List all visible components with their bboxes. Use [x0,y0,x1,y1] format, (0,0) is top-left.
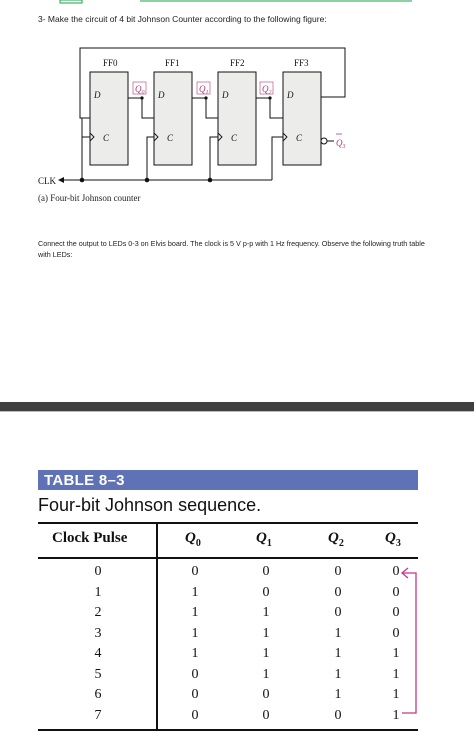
q1-cell: 1 [262,666,270,682]
q3-bar-label: $Q_3$ [336,138,346,150]
q2-label: $Q_2$ [262,84,272,96]
q2-cell: 1 [334,687,342,702]
page-separator [0,402,474,411]
q1-cell: 0 [262,687,270,702]
ff2-label: FF2 [230,58,245,68]
clock-pulse-cell: 4 [94,646,102,661]
ff2-box [218,72,256,165]
ff3-label: FF3 [294,58,309,68]
clock-pulse-cell: 3 [94,625,102,641]
q2-cell: 1 [334,666,342,682]
q2-cell: 0 [334,584,342,600]
clk-label: CLK [38,176,56,186]
q3-cell: 0 [392,564,400,579]
q2-cell: 1 [334,646,342,661]
q3-cell: 1 [392,646,400,661]
q3-cell: 0 [392,605,400,620]
q3-cell: 1 [392,687,400,702]
q1-cell: 1 [262,625,270,641]
ff1-pin-d: D [158,90,165,100]
figure-caption: (a) Four-bit Johnson counter [38,193,141,203]
clock-pulse-cell: 5 [94,666,102,682]
q2-cell: 0 [334,564,342,579]
q0-cell: 0 [191,666,199,682]
q0-cell: 1 [191,625,199,641]
cycle-arrow [388,562,428,722]
q0-cell: 1 [191,646,199,661]
q0-cell: 0 [191,707,199,723]
ff0-pin-c: C [103,133,110,143]
ff1-pin-c: C [167,133,174,143]
header-clock-pulse: Clock Pulse [52,530,128,546]
q1-cell: 0 [262,564,270,579]
ff0-pin-d: D [94,90,101,100]
clock-pulse-cell: 6 [94,687,102,702]
q2-cell: 0 [334,605,342,620]
q1-cell: 0 [262,584,270,600]
q0-label: $Q_0$ [135,84,145,96]
johnson-sequence-table [38,522,418,732]
clock-pulse-cell: 0 [94,564,102,579]
header-q2: $Q_2$ [328,530,344,549]
clock-pulse-cell: 1 [94,584,102,600]
instructions-text: Connect the output to LEDs 0-3 on Elvis board. The clock is 5 V p-p with 1 Hz frequency. Observe the following truth table with LEDs: [38,239,425,259]
task-title: 3- Make the circuit of 4 bit Johnson Counter according to the following figure: [38,14,327,24]
table-label: TABLE 8–3 [44,472,125,489]
q1-label: $Q_1$ [199,84,209,96]
ff2-pin-d: D [222,90,229,100]
table-subtitle: Four-bit Johnson sequence. [38,495,262,515]
q2-cell: 1 [334,625,342,641]
q3-cell: 0 [392,584,400,600]
q0-cell: 0 [191,564,199,579]
header-q3: $Q_3$ [385,530,401,549]
q3-cell: 1 [392,666,400,682]
ff3-pin-d: D [287,90,294,100]
header-q0: $Q_0$ [185,530,201,549]
q2-cell: 0 [334,707,342,723]
q0-cell: 0 [191,687,199,702]
ff0-label: FF0 [103,58,118,68]
ff3-pin-c: C [296,133,303,143]
q1-cell: 1 [262,646,270,661]
q1-cell: 0 [262,707,270,723]
q1-cell: 1 [262,605,270,620]
q3-cell: 1 [392,707,400,723]
q0-cell: 1 [191,605,199,620]
header-q1: $Q_1$ [256,530,272,549]
clock-pulse-cell: 2 [94,605,102,620]
clock-pulse-cell: 7 [94,707,102,723]
ff0-box [90,72,128,165]
ff3-box [283,72,321,165]
ff1-box [154,72,192,165]
q3-cell: 0 [392,625,400,641]
q0-cell: 1 [191,584,199,600]
ff1-label: FF1 [165,58,180,68]
ff2-pin-c: C [231,133,238,143]
